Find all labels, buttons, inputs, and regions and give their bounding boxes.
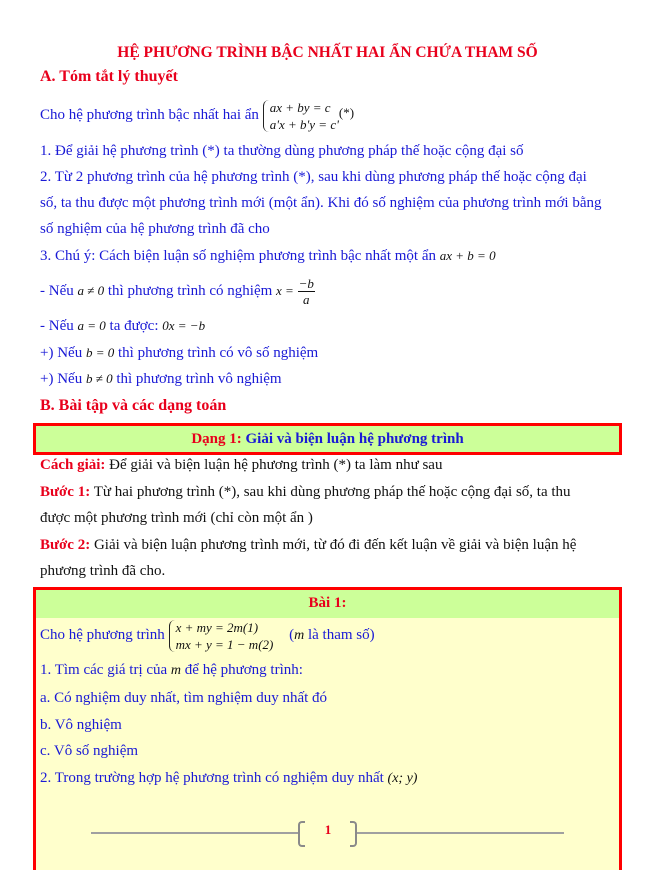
theory-item-2-line2: số, ta thu được một phương trình mới (một ẩn). Khi đó số nghiệm của phương trình mới bằng xyxy=(40,195,602,211)
case-condition: a ≠ 0 xyxy=(77,282,105,298)
bai-1-system-intro xyxy=(40,618,375,653)
bai-1-question-b: b. Vô nghiệm xyxy=(40,717,122,733)
brace-icon xyxy=(263,100,270,132)
case-a-zero xyxy=(40,318,205,335)
case-prefix: - Nếu xyxy=(40,318,74,334)
bai-1-intro-text: Cho hệ phương trình xyxy=(40,627,165,643)
case-text: ta được: xyxy=(109,318,159,334)
question-var: m xyxy=(170,663,182,678)
bai-1-question-a: a. Có nghiệm duy nhất, tìm nghiệm duy nhất đó xyxy=(40,690,328,706)
theory-item-2-line1: 2. Từ 2 phương trình của hệ phương trình (*), sau khi dùng phương pháp thế hoặc cộng đại xyxy=(40,169,587,185)
buoc-2-text: Giải và biện luận phương trình mới, từ đó đi đến kết luận về giải và biện luận hệ xyxy=(93,537,577,553)
dang-label: Dạng 1: xyxy=(191,431,242,447)
case-text: thì phương trình có nghiệm xyxy=(107,282,273,299)
footer-line-right xyxy=(355,832,564,834)
system-intro xyxy=(40,96,354,133)
subcase-b-zero xyxy=(40,345,318,362)
subcase-prefix: +) Nếu xyxy=(40,371,83,387)
reduced-equation: 0x = −b xyxy=(162,318,206,333)
param-var: m xyxy=(294,628,305,643)
case-a-nonzero xyxy=(40,276,315,307)
param-text: là tham số) xyxy=(307,627,375,643)
fraction-denominator: a xyxy=(302,292,310,307)
theory-item-1: 1. Để giải hệ phương trình (*) ta thường dùng phương pháp thế hoặc cộng đại số xyxy=(40,143,524,159)
subcase-condition: b = 0 xyxy=(85,345,115,360)
system-intro-text: Cho hệ phương trình bậc nhất hai ẩn xyxy=(40,107,259,123)
theory-item-3-text: 3. Chú ý: Cách biện luận số nghiệm phương trình bậc nhất một ẩn xyxy=(40,248,436,264)
question-prefix: 1. Tìm các giá trị của xyxy=(40,662,168,678)
buoc-1-text: Từ hai phương trình (*), sau khi dùng phương pháp thế hoặc cộng đại số, ta thu xyxy=(93,484,571,500)
document-title: HỆ PHƯƠNG TRÌNH BẬC NHẤT HAI ẨN CHỨA THAM SỐ xyxy=(117,44,538,61)
footer-line-left xyxy=(91,832,300,834)
solution-fraction xyxy=(298,276,315,307)
dang-title: Giải và biện luận hệ phương trình xyxy=(245,431,464,447)
param-open: ( xyxy=(289,627,295,643)
equation-line: a'x + b'y = c' xyxy=(269,116,339,132)
subcase-text: thì phương trình vô nghiệm xyxy=(116,371,282,387)
linear-equation: ax + b = 0 xyxy=(439,248,496,263)
footer-bracket-left-icon xyxy=(298,821,305,847)
question-2-math: (x; y) xyxy=(387,771,418,786)
subcase-condition: b ≠ 0 xyxy=(85,371,113,386)
section-b-heading: B. Bài tập và các dạng toán xyxy=(40,397,227,414)
buoc-1-line1 xyxy=(40,484,615,501)
bai-1-heading: Bài 1: xyxy=(36,590,619,618)
cach-giai-label: Cách giải: xyxy=(40,457,106,473)
equation-line: x + my = 2m(1) xyxy=(175,619,259,635)
fraction-numerator: −b xyxy=(298,276,314,291)
equation-system xyxy=(263,99,339,133)
buoc-2-line1 xyxy=(40,537,576,554)
subcase-prefix: +) Nếu xyxy=(40,345,83,361)
case-condition: a = 0 xyxy=(77,318,106,333)
dang-1-box xyxy=(33,423,622,455)
theory-item-2-line3: số nghiệm của hệ phương trình đã cho xyxy=(40,221,270,237)
subcase-b-nonzero xyxy=(40,371,282,388)
solution-lhs: x = xyxy=(276,282,294,298)
section-a-heading: A. Tóm tắt lý thuyết xyxy=(40,68,178,85)
bai-1-question-c: c. Vô số nghiệm xyxy=(40,743,139,759)
buoc-1-label: Bước 1: xyxy=(40,484,91,500)
theory-item-3 xyxy=(40,248,496,265)
cach-giai xyxy=(40,457,442,474)
buoc-1-line2: được một phương trình mới (chỉ còn một ẩn ) xyxy=(40,510,313,526)
equation-line: mx + y = 1 − m(2) xyxy=(175,636,274,652)
bai-1-question-1 xyxy=(40,662,303,679)
page-number: 1 xyxy=(324,822,332,837)
bai-1-question-2 xyxy=(40,770,417,787)
subcase-text: thì phương trình có vô số nghiệm xyxy=(117,345,319,361)
footer-bracket-right-icon xyxy=(350,821,357,847)
buoc-2-line2: phương trình đã cho. xyxy=(40,563,166,579)
bai-1-equation-system xyxy=(169,619,274,653)
system-label: (*) xyxy=(338,105,355,120)
brace-icon xyxy=(169,620,176,652)
question-suffix: để hệ phương trình: xyxy=(184,662,303,678)
question-2-text: 2. Trong trường hợp hệ phương trình có nghiệm duy nhất xyxy=(40,770,384,786)
equation-line: ax + by = c xyxy=(269,99,331,115)
cach-giai-text: Để giải và biện luận hệ phương trình (*) ta làm như sau xyxy=(109,457,443,473)
buoc-2-label: Bước 2: xyxy=(40,537,91,553)
case-prefix: - Nếu xyxy=(40,282,74,299)
